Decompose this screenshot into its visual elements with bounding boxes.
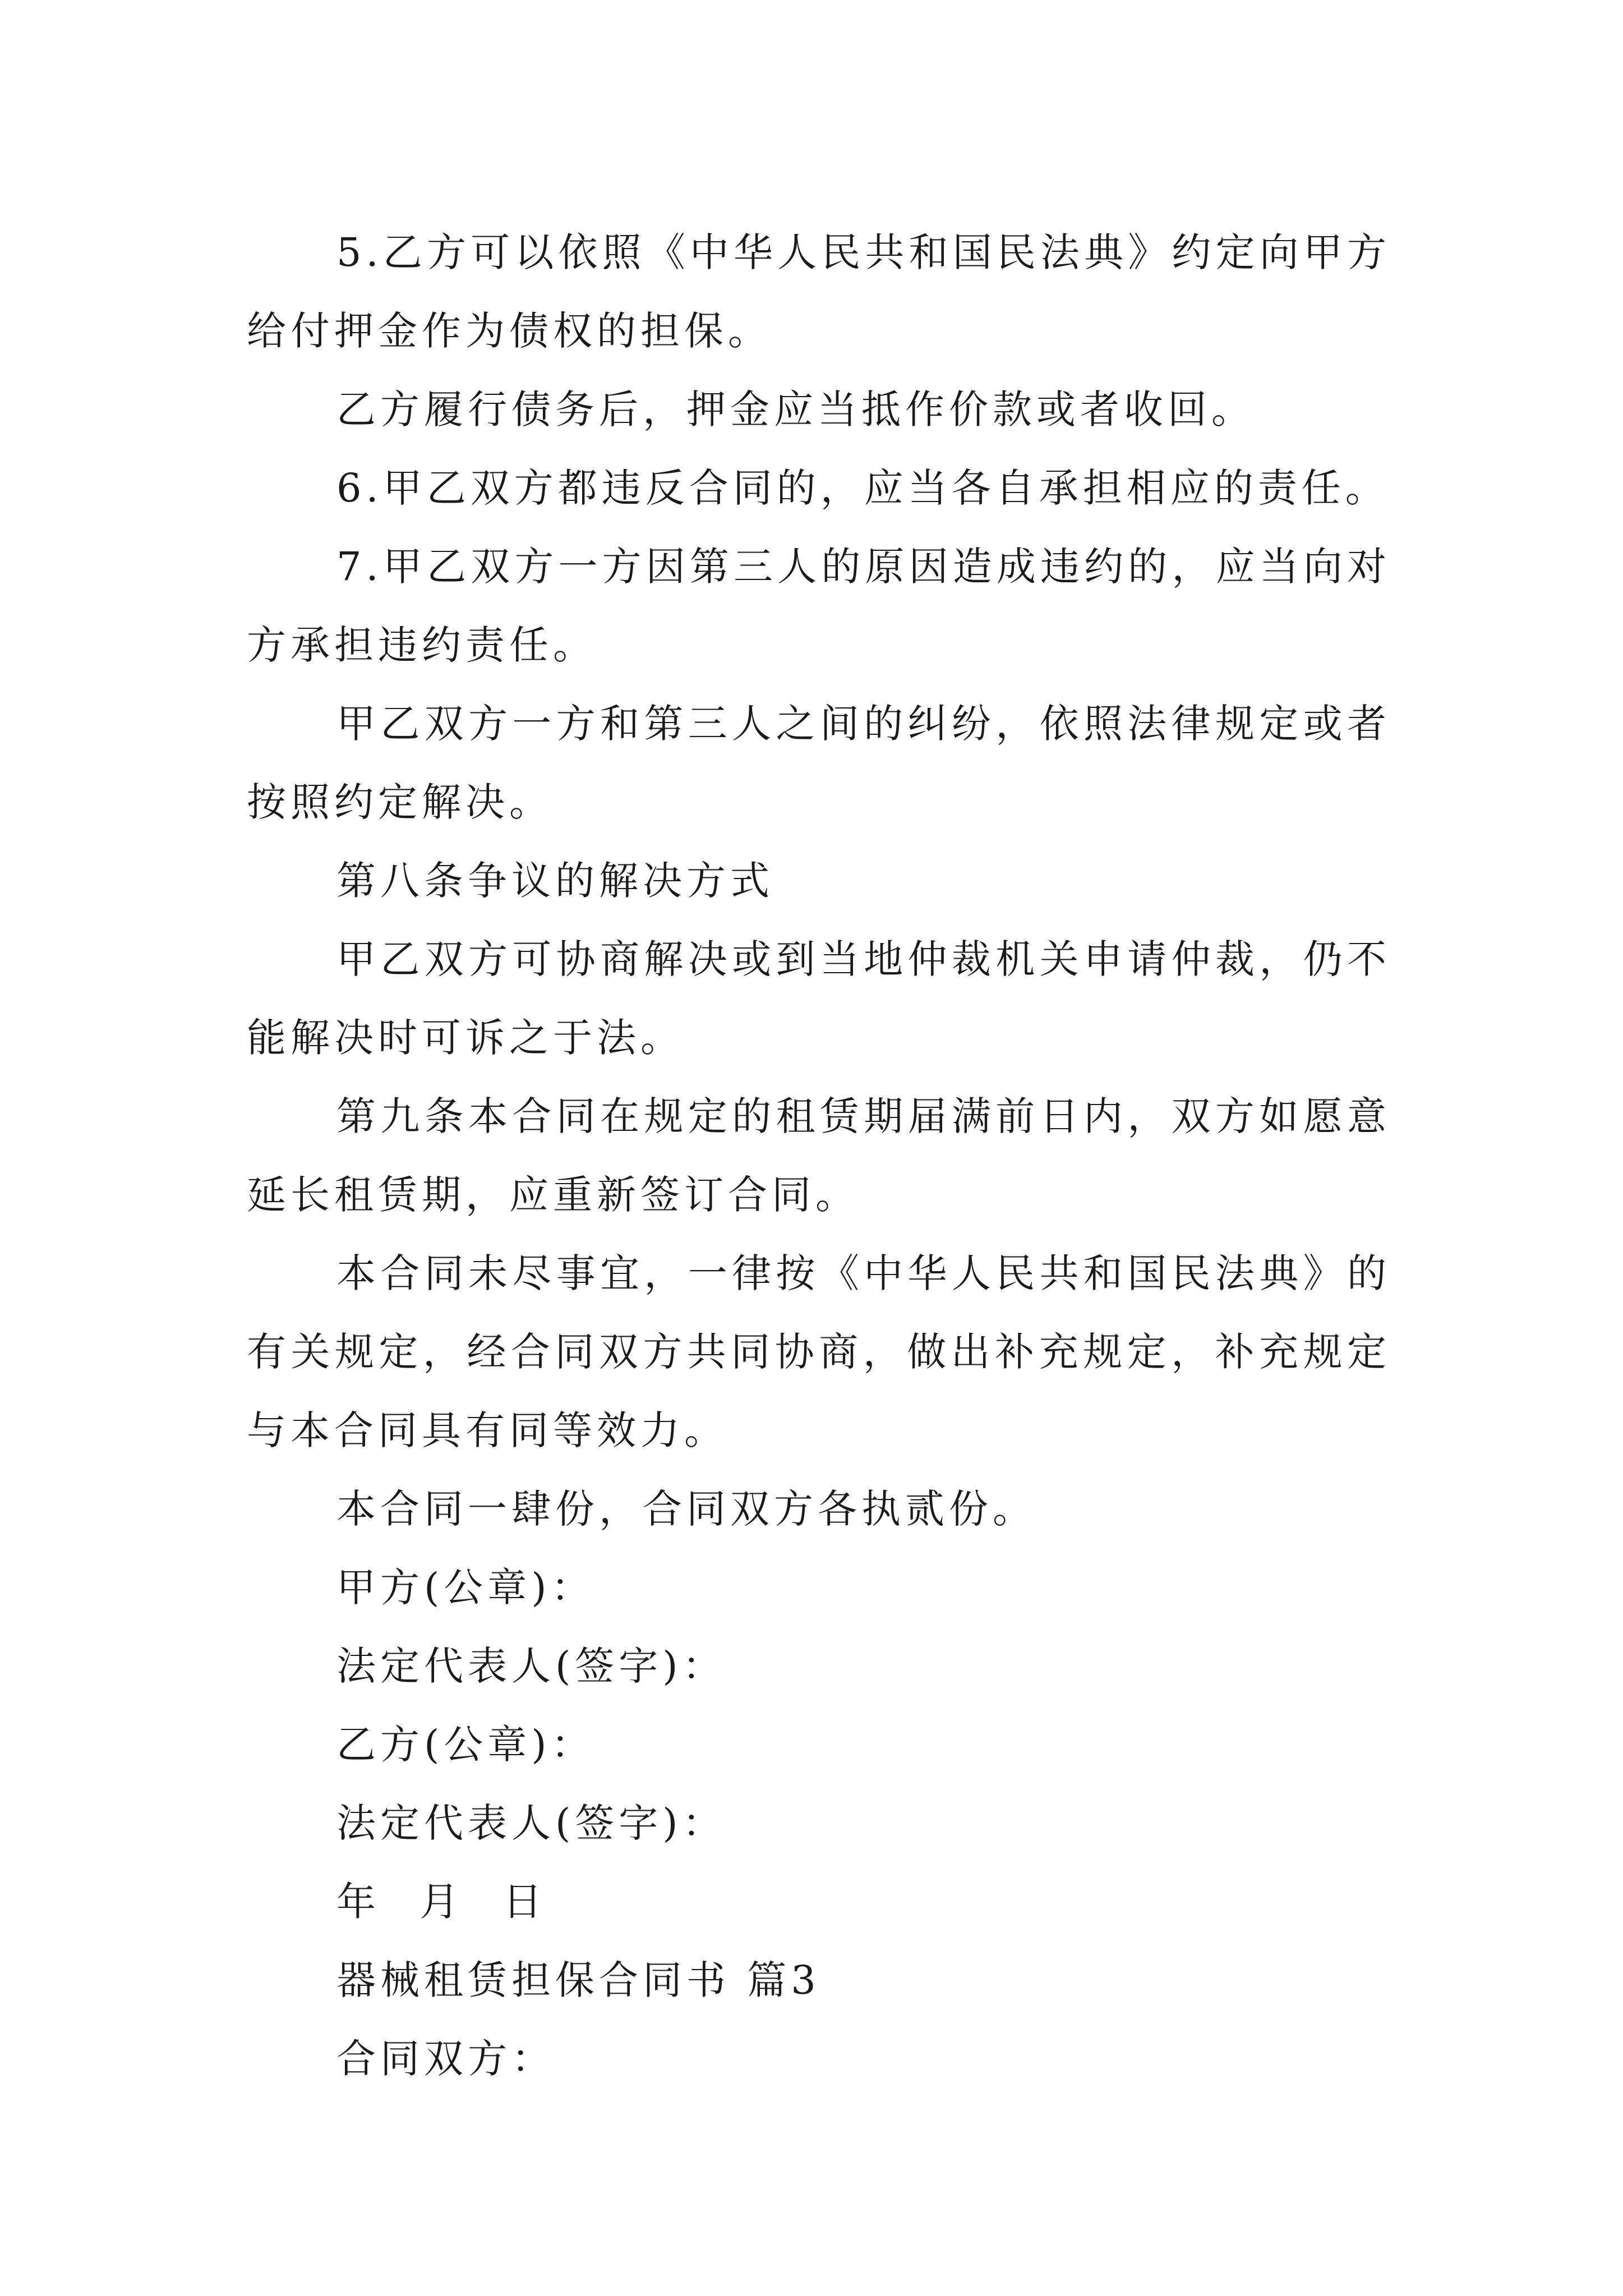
contract-parties-line: 合同双方： — [336, 2036, 555, 2082]
paragraph-deposit-offset: 乙方履行债务后，押金应当抵作价款或者收回。 — [336, 386, 1255, 432]
paragraph-third-party-breach: 7.甲乙双方一方因第三人的原因造成违约的，应当向对方承担违约责任。 — [247, 544, 1391, 668]
party-a-representative-line: 法定代表人(签字)： — [336, 1643, 726, 1689]
article-9-renewal: 第九条本合同在规定的租赁期届满前日内，双方如愿意延长租赁期，应重新签订合同。 — [247, 1093, 1391, 1218]
article-8-heading: 第八条争议的解决方式 — [336, 858, 774, 904]
paragraph-third-party-dispute: 甲乙双方一方和第三人之间的纠纷，依照法律规定或者按照约定解决。 — [247, 701, 1391, 825]
paragraph-copies: 本合同一肆份，合同双方各执贰份。 — [336, 1486, 1036, 1532]
document-body — [247, 213, 1391, 2098]
party-b-seal-line: 乙方(公章)： — [336, 1722, 595, 1768]
date-line: 年 月 日 — [336, 1879, 547, 1925]
paragraph-mutual-breach: 6.甲乙双方都违反合同的，应当各自承担相应的责任。 — [336, 465, 1389, 511]
party-a-seal-line: 甲方(公章)： — [336, 1565, 595, 1611]
section-title-part-3: 器械租赁担保合同书 篇3 — [336, 1957, 820, 2003]
paragraph-arbitration: 甲乙双方可协商解决或到当地仲裁机关申请仲裁，仍不能解决时可诉之于法。 — [247, 936, 1391, 1061]
party-b-representative-line: 法定代表人(签字)： — [336, 1800, 726, 1846]
paragraph-deposit-guarantee: 5.乙方可以依照《中华人民共和国民法典》约定向甲方给付押金作为债权的担保。 — [247, 229, 1391, 354]
paragraph-supplementary-provisions: 本合同未尽事宜，一律按《中华人民共和国民法典》的有关规定，经合同双方共同协商，做出补充规定，补充规定与本合同具有同等效力。 — [247, 1250, 1391, 1453]
